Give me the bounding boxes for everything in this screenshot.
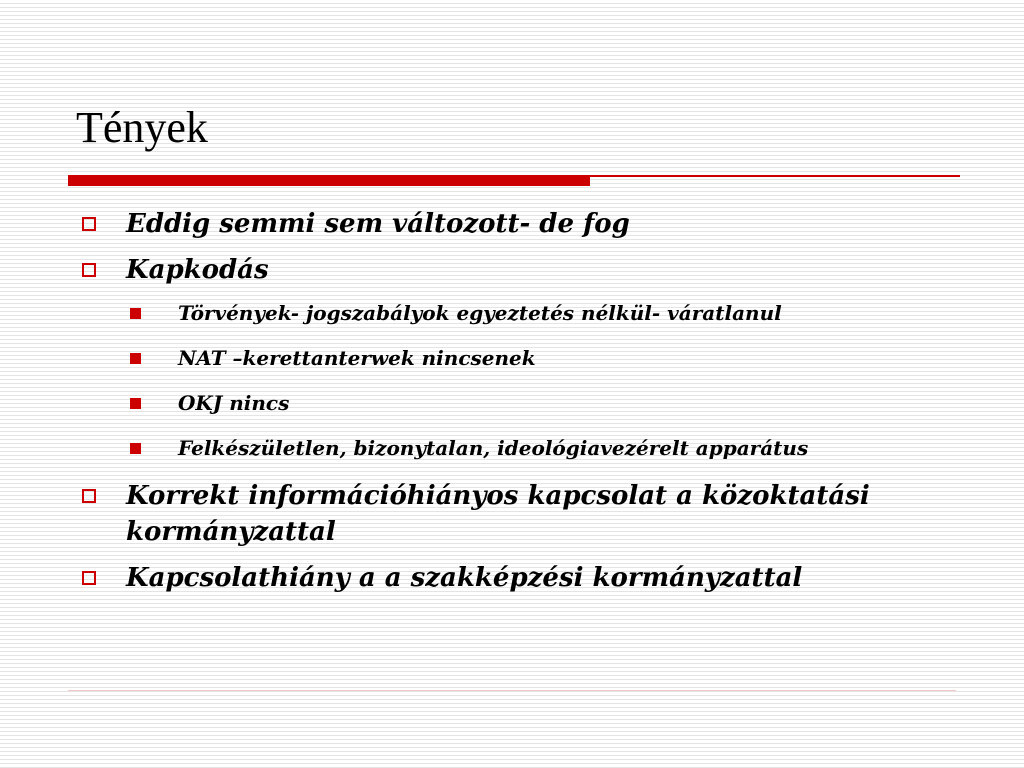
- bullet-text: Eddig semmi sem változott- de fog: [126, 209, 630, 239]
- sub-bullet-item: [76, 388, 956, 418]
- sub-bullet-text: OKJ nincs: [178, 391, 290, 415]
- bullet-item: [76, 560, 956, 596]
- slide-title: Tények: [76, 103, 208, 152]
- sub-bullet-item: [76, 298, 956, 328]
- bullet-text: Kapkodás: [126, 255, 269, 285]
- hollow-square-bullet-icon: [82, 571, 96, 585]
- bullet-list: [76, 206, 956, 606]
- title-underline-thick: [68, 175, 590, 186]
- sub-bullet-text: Törvények- jogszabályok egyeztetés nélkül- váratlanul: [178, 301, 782, 325]
- hollow-square-bullet-icon: [82, 489, 96, 503]
- sub-bullet-text: NAT –kerettanterwek nincsenek: [178, 346, 536, 370]
- filled-square-bullet-icon: [130, 443, 141, 454]
- bullet-item: [76, 252, 956, 288]
- footer-divider: [68, 690, 956, 691]
- bullet-text: Kapcsolathiány a a szakképzési kormányzattal: [126, 563, 803, 593]
- filled-square-bullet-icon: [130, 308, 141, 319]
- filled-square-bullet-icon: [130, 398, 141, 409]
- sub-bullet-text: Felkészületlen, bizonytalan, ideológiavezérelt apparátus: [178, 436, 809, 460]
- filled-square-bullet-icon: [130, 353, 141, 364]
- sub-bullet-item: [76, 343, 956, 373]
- sub-bullet-item: [76, 433, 956, 463]
- bullet-text: Korrekt információhiányos kapcsolat a közoktatási kormányzattal: [126, 481, 870, 547]
- hollow-square-bullet-icon: [82, 217, 96, 231]
- bullet-item: [76, 206, 956, 242]
- hollow-square-bullet-icon: [82, 263, 96, 277]
- bullet-item: [76, 478, 956, 550]
- title-underline-thin: [590, 175, 960, 177]
